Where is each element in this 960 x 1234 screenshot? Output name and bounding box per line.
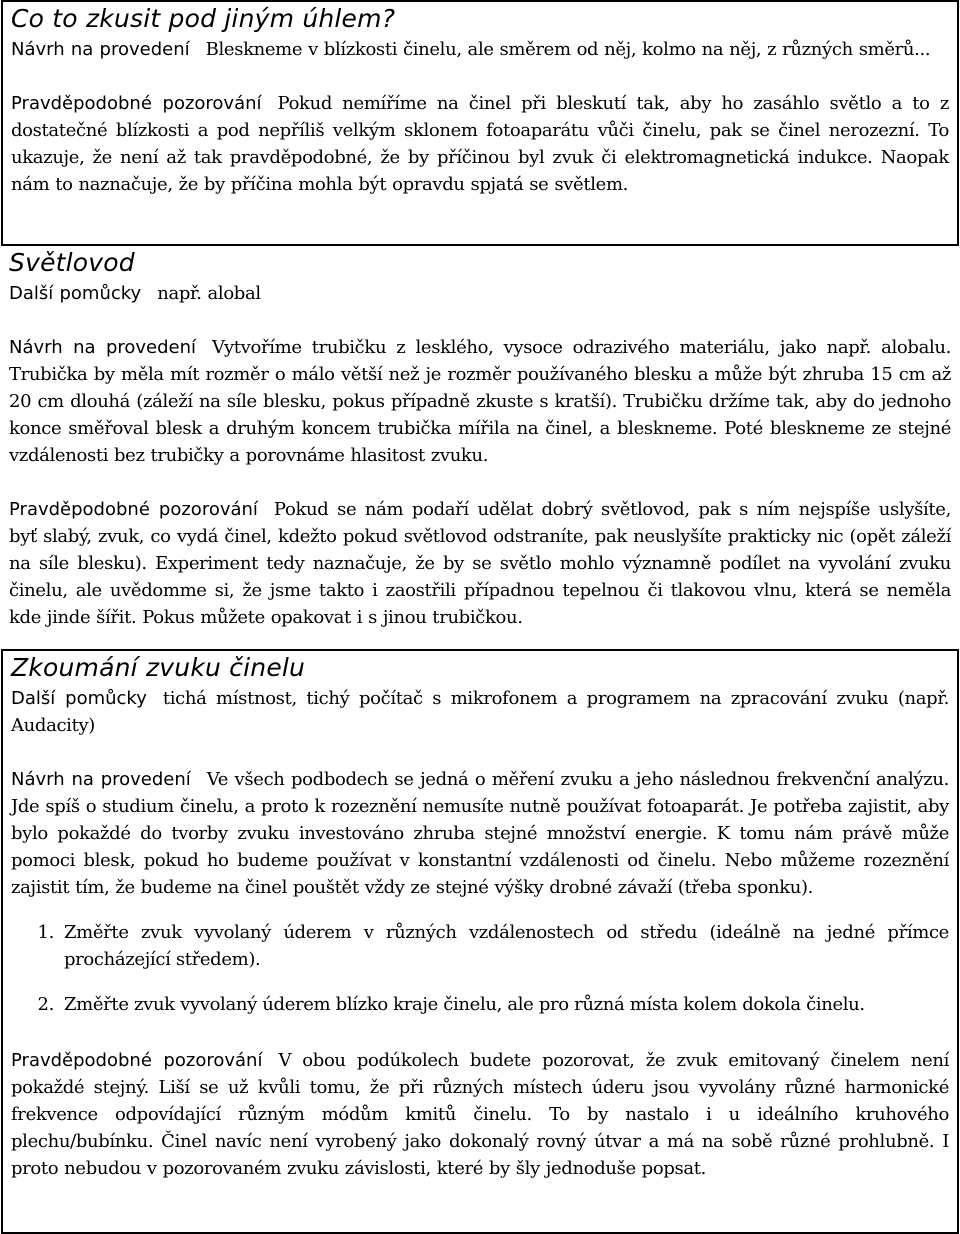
observation-text: V obou podúkolech budete pozorovat, že zvuk emitovaný činelem není pokaždé stejný. Liší se už kvůli tomu, že při různých místech úderu jsou vyvolány různé harmonické frekvence odpovídající různým módům kmitů činelu. To by nastalo i u ideálního kruhového plechu/bubínku. Činel navíc není vyrobený jako dokonalý rovný útvar a má na sobě různé prohlubně. I proto nebudou v pozorovaném zvuku závislosti, které by šly jednoduše popsat. [11,1050,950,1179]
observation-label: Pravděpodobné pozorování [9,499,258,520]
section-title: Co to zkusit pod jiným úhlem? [11,4,396,33]
section-light-guide [9,246,951,631]
list-item [11,991,949,1018]
design-paragraph [11,766,949,901]
design-text: Ve všech podbodech se jedná o měření zvuku a jeho následnou frekvenční analýzu. Jde spíš o studium činelu, a proto k rozeznění nemusíte nutně používat fotoaparát. Je potřeba zajistit, aby bylo pokaždé do tvorby zvuku investováno zhruba stejné množství energie. K tomu nám právě může pomoci blesk, pokud ho budeme používat v konstantní vzdálenosti od činelu. Nebo můžeme rozeznění zajistit tím, že budeme na činel pouštět vždy ze stejné výšky drobné závaží (třeba sponku). [11,769,949,898]
design-paragraph [11,36,949,63]
observation-text: Pokud nemíříme na činel při bleskutí tak, aby ho zasáhlo světlo a to z dostatečné blízkosti a pod nepříliš velkým sklonem fotoaparátu vůči činelu, pak se činel nerozezní. To ukazuje, že není až tak pravděpodobné, že by příčinou byl zvuk či elektromagnetická indukce. Naopak nám to naznačuje, že by příčina mohla být opravdu spjatá se světlem. [11,93,949,195]
observation-label: Pravděpodobné pozorování [11,93,262,114]
section-box-angle [1,0,959,246]
design-label: Návrh na provedení [11,39,190,60]
section-title: Zkoumání zvuku činelu [11,653,306,682]
observation-paragraph [11,90,949,198]
tools-text: tichá místnost, tichý počítač s mikrofonem a programem na zpracování zvuku (např. Audacity) [11,688,949,736]
design-label: Návrh na provedení [9,337,197,358]
design-text: Vytvoříme trubičku z lesklého, vysoce odrazivého materiálu, jako např. alobalu. Trubička by měla mít rozměr o málo větší než je rozměr používaného blesku a může být zhruba 15 cm až 20 cm dlouhá (záleží na síle blesku, pokus případně zkuste s kratší). Trubičku držíme tak, aby do jednoho konce směřoval blesk a druhým koncem trubička mířila na činel, a bleskneme. Poté bleskneme ze stejné vzdálenosti bez trubičky a porovnáme hlasitost zvuku. [9,337,951,466]
tools-label: Další pomůcky [11,688,147,709]
tools-paragraph [9,280,951,307]
design-text: Bleskneme v blízkosti činelu, ale směrem od něj, kolmo na něj, z různých směrů... [205,39,931,60]
observation-paragraph [11,1047,949,1182]
tools-label: Další pomůcky [9,283,142,304]
section-box-sound [1,649,959,1234]
section-title: Světlovod [9,248,135,277]
observation-text: Pokud se nám podaří udělat dobrý světlovod, pak s ním nejspíše uslyšíte, byť slabý, zvuk, co vydá činel, kdežto pokud světlovod odstraníte, pak neuslyšíte prakticky nic (opět záleží na síle blesku). Experiment tedy naznačuje, že by se světlo mohlo významně podílet na vyvolání zvuku činelu, ale uvědomme si, že jsme takto i zaostřili případnou tepelnou či tlakovou vlnu, která se neměla kde jinde šířit. Pokus můžete opakovat i s jinou trubičkou. [9,499,951,628]
task-list [11,919,949,1018]
observation-label: Pravděpodobné pozorování [11,1050,263,1071]
list-item [11,919,949,973]
design-paragraph [9,334,951,469]
list-item-text: Změřte zvuk vyvolaný úderem v různých vzdálenostech od středu (ideálně na jedné přímce procházející středem). [64,922,949,970]
design-label: Návrh na provedení [11,769,191,790]
list-item-number: 1. [37,922,54,943]
tools-paragraph [11,685,949,739]
tools-text: např. alobal [157,283,261,304]
observation-paragraph [9,496,951,631]
list-item-number: 2. [37,994,54,1015]
list-item-text: Změřte zvuk vyvolaný úderem blízko kraje činelu, ale pro různá místa kolem dokola činelu. [64,994,865,1015]
